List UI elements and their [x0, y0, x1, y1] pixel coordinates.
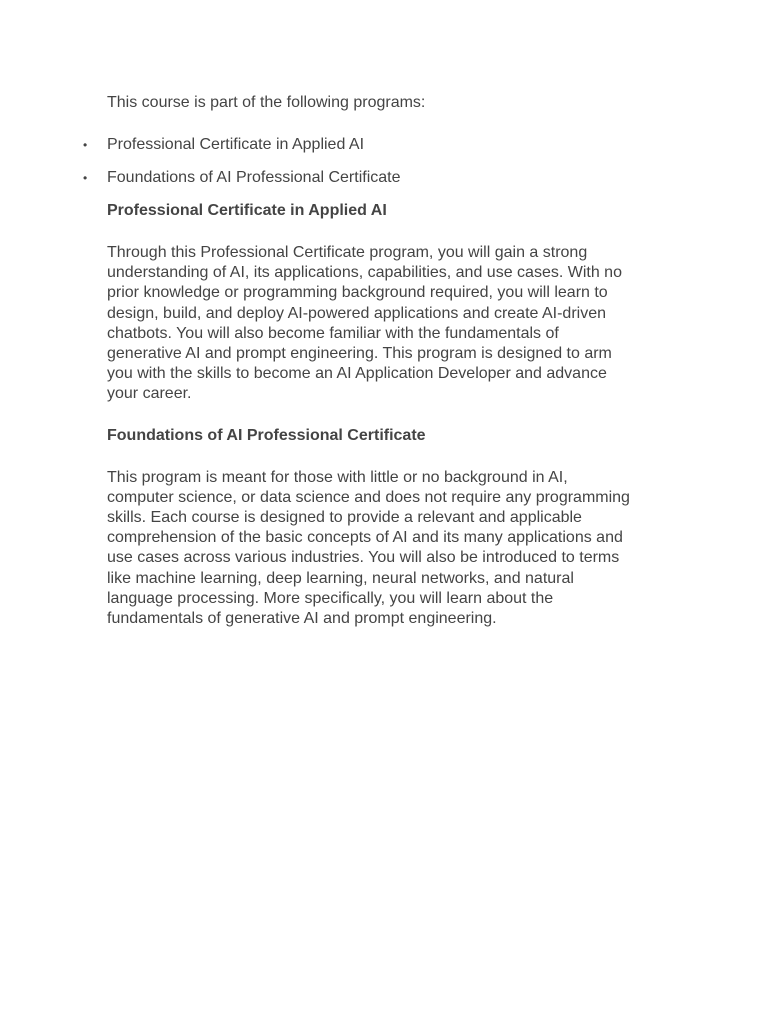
document-content — [83, 93, 667, 629]
section-body-applied-ai: Through this Professional Certificate program, you will gain a strong understanding of AI, its applications, capabilities, and use cases. With no prior knowledge or programming background required, you will learn to design, build, and deploy AI-powered applications and create AI-driven chatbots. You will also become familiar with the fundamentals of generative AI and prompt engineering. This program is designed to arm you with the skills to become an AI Application Developer and advance your career. — [107, 244, 622, 403]
list-item — [83, 168, 667, 188]
section-heading-foundations-ai: Foundations of AI Professional Certificate — [107, 426, 426, 444]
bullet-icon: • — [83, 138, 88, 152]
list-item — [83, 135, 667, 155]
program-item-label: Professional Certificate in Applied AI — [107, 136, 365, 153]
program-list — [83, 135, 667, 188]
program-item-label: Foundations of AI Professional Certificate — [107, 169, 401, 186]
section-heading-applied-ai: Professional Certificate in Applied AI — [107, 202, 387, 219]
intro-text: This course is part of the following programs: — [107, 94, 426, 111]
section-body-foundations-ai: This program is meant for those with little or no background in AI, computer science, or data science and does not require any programming skills. Each course is designed to provide a relevant and applicable comprehension of the basic concepts of AI and its many applications and use cases across various industries. You will also be introduced to terms like machine learning, deep learning, neural networks, and natural language processing. More specifically, you will learn about the fundamentals of generative AI and prompt engineering. — [107, 468, 630, 628]
bullet-icon: • — [83, 171, 88, 185]
